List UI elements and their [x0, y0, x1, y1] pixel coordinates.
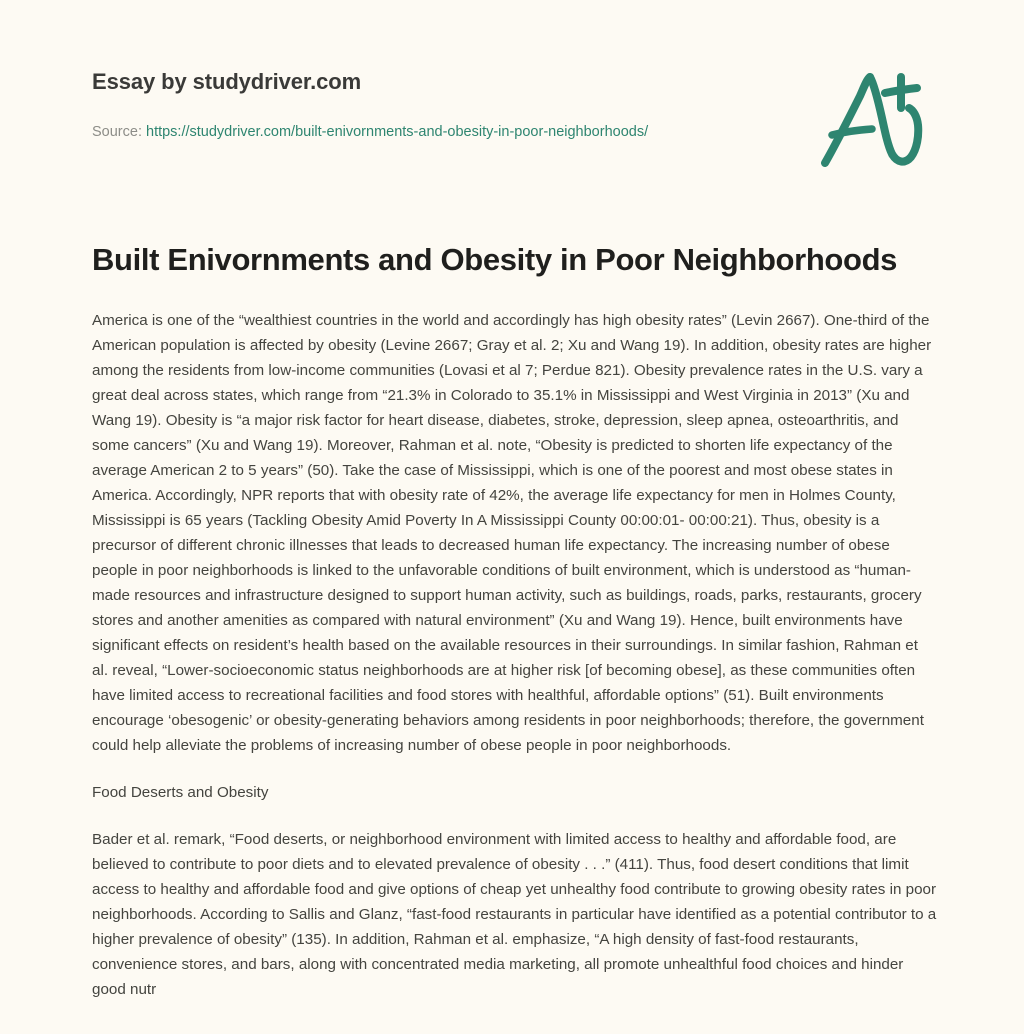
paragraph-food-deserts: Bader et al. remark, “Food deserts, or neighborhood environment with limited access to healthy and affordable food, are believed to contribute to poor diets and to elevated prevalence of obesity . . .” (411). Thus, food desert conditions that limit access to healthy and affordable food and give options of cheap yet unhealthy food contribute to growing obesity rates in poor neighborhoods. According to Sallis and Glanz, “fast-food restaurants in particular have identified as a potential contributor to a higher prevalence of obesity” (135). In addition, Rahman et al. emphasize, “A high density of fast-food restaurants, convenience stores, and bars, along with concentrated media marketing, all promote unhealthful food choices and hinder good nutr	[92, 831, 937, 998]
section-heading-food-deserts: Food Deserts and Obesity	[92, 784, 269, 801]
source-line	[92, 124, 648, 140]
brand-byline	[92, 69, 361, 95]
article-body	[92, 240, 938, 1002]
page-header	[0, 0, 1024, 200]
page-title: Built Enivornments and Obesity in Poor Neighborhoods	[92, 242, 898, 277]
paragraph-intro: America is one of the “wealthiest countries in the world and accordingly has high obesity rates” (Levin 2667). One-third of the American population is affected by obesity (Levine 2667; Gray et al. 2; Xu and Wang 19). In addition, obesity rates are higher among the residents from low-income communities (Lovasi et al 7; Perdue 821). Obesity prevalence rates in the U.S. vary a great deal across states, which range from “21.3% in Colorado to 35.1% in Mississippi and West Virginia in 2013” (Xu and Wang 19). Obesity is “a major risk factor for heart disease, diabetes, stroke, depression, sleep apnea, osteoarthritis, and some cancers” (Xu and Wang 19). Moreover, Rahman et al. note, “Obesity is predicted to shorten life expectancy of the average American 2 to 5 years” (50). Take the case of Mississippi, which is one of the poorest and most obese states in America. Accordingly, NPR reports that with obesity rate of 42%, the average life expectancy for men in Holmes County, Mississippi is 65 years (Tackling Obesity Amid Poverty In A Mississippi County 00:00:01- 00:00:21). Thus, obesity is a precursor of different chronic illnesses that leads to decreased human life expectancy. The increasing number of obese people in poor neighborhoods is linked to the unfavorable conditions of built environment, which is understood as “human-made resources and infrastructure designed to support human activity, such as buildings, roads, parks, restaurants, grocery stores and another amenities as compared with natural environment” (Xu and Wang 19). Hence, built environments have significant effects on resident’s health based on the available resources in their surroundings. In similar fashion, Rahman et al. reveal, “Lower-socioeconomic status neighborhoods are at higher risk [of becoming obese], as these communities often have limited access to recreational facilities and food stores with healthful, affordable options” (51). Built environments encourage ‘obesogenic’ or obesity-generating behaviors among residents in poor neighborhoods; therefore, the government could help alleviate the problems of increasing number of obese people in poor neighborhoods.	[92, 312, 932, 754]
a-plus-logo-icon	[812, 66, 932, 178]
source-url-link[interactable]: https://studydriver.com/built-enivornments-and-obesity-in-poor-neighborhoods/	[146, 124, 649, 140]
body-copy	[92, 280, 938, 1002]
source-label: Source:	[92, 124, 146, 140]
brand-byline-text: Essay by studydriver.com	[92, 69, 362, 94]
